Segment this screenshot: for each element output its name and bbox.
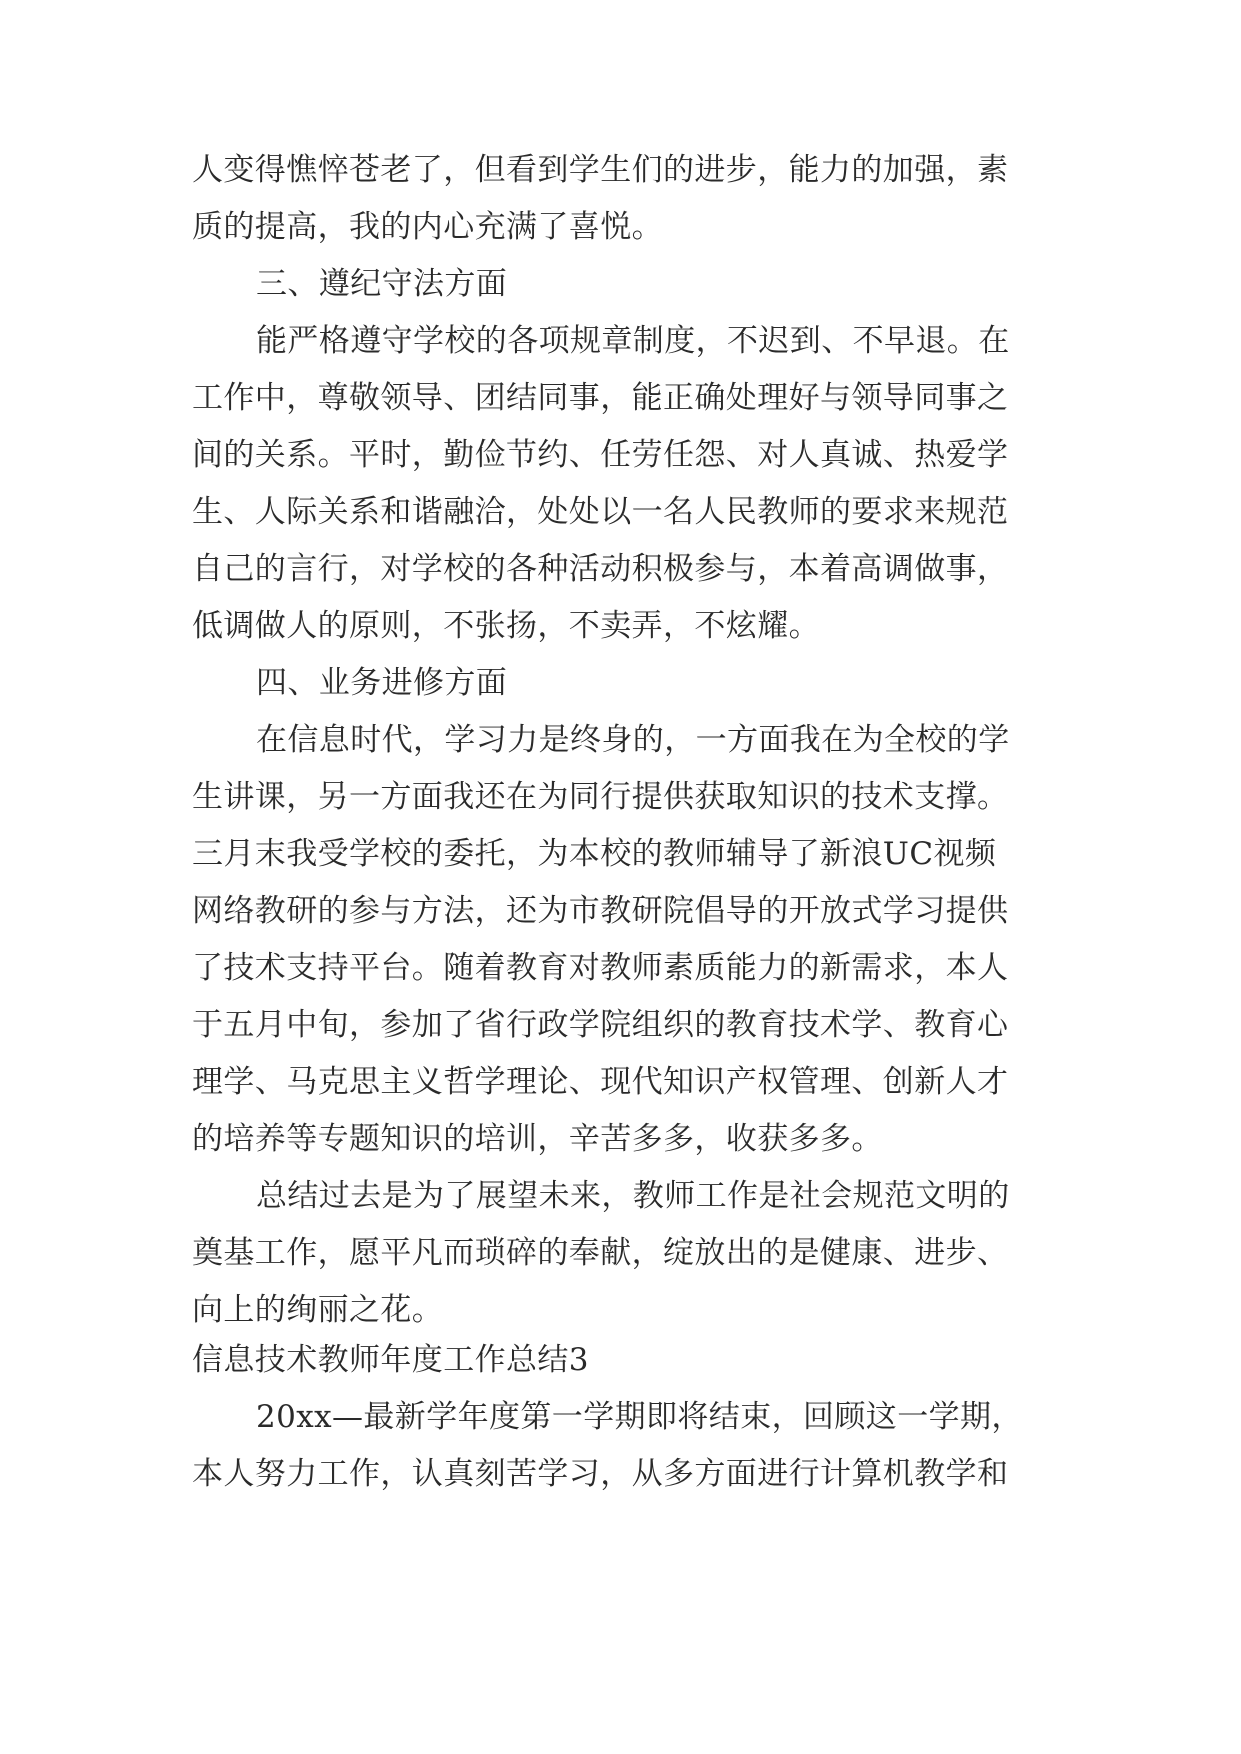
- text-line: 工作中，尊敬领导、团结同事，能正确处理好与领导同事之: [192, 380, 1009, 416]
- text-line: 于五月中旬，参加了省行政学院组织的教育技术学、教育心: [192, 1007, 1009, 1043]
- text-line: 本人努力工作，认真刻苦学习，从多方面进行计算机教学和: [192, 1456, 1009, 1492]
- text-line: 自己的言行，对学校的各种活动积极参与，本着高调做事，: [192, 551, 1009, 587]
- text-line: 间的关系。平时，勤俭节约、任劳任怨、对人真诚、热爱学: [192, 437, 1009, 473]
- section-heading: 三、遵纪守法方面: [256, 266, 508, 302]
- text-line: 的培养等专题知识的培训，辛苦多多，收获多多。: [192, 1121, 883, 1157]
- text-line: 三月末我受学校的委托，为本校的教师辅导了新浪UC视频: [192, 836, 997, 872]
- text-line: 理学、马克思主义哲学理论、现代知识产权管理、创新人才: [192, 1064, 1009, 1100]
- text-line: 生讲课，另一方面我还在为同行提供获取知识的技术支撑。: [192, 779, 1009, 815]
- text-line: 了技术支持平台。随着教育对教师素质能力的新需求，本人: [192, 950, 1009, 986]
- text-line: 向上的绚丽之花。: [192, 1292, 444, 1328]
- text-line: 质的提高，我的内心充满了喜悦。: [192, 209, 663, 245]
- text-line: 低调做人的原则，不张扬，不卖弄，不炫耀。: [192, 608, 820, 644]
- text-line: 人变得憔悴苍老了，但看到学生们的进步，能力的加强，素: [192, 152, 1009, 188]
- text-line: 网络教研的参与方法，还为市教研院倡导的开放式学习提供: [192, 893, 1009, 929]
- text-line: 总结过去是为了展望未来，教师工作是社会规范文明的: [256, 1178, 1010, 1214]
- text-line: 20xx—最新学年度第一学期即将结束，回顾这一学期，: [256, 1399, 1023, 1435]
- section-heading: 四、业务进修方面: [256, 665, 508, 701]
- text-line: 生、人际关系和谐融洽，处处以一名人民教师的要求来规范: [192, 494, 1009, 530]
- document-title: 信息技术教师年度工作总结3: [192, 1342, 589, 1378]
- text-line: 能严格遵守学校的各项规章制度，不迟到、不早退。在: [256, 323, 1010, 359]
- text-line: 在信息时代，学习力是终身的，一方面我在为全校的学: [256, 722, 1010, 758]
- text-line: 奠基工作，愿平凡而琐碎的奉献，绽放出的是健康、进步、: [192, 1235, 1009, 1271]
